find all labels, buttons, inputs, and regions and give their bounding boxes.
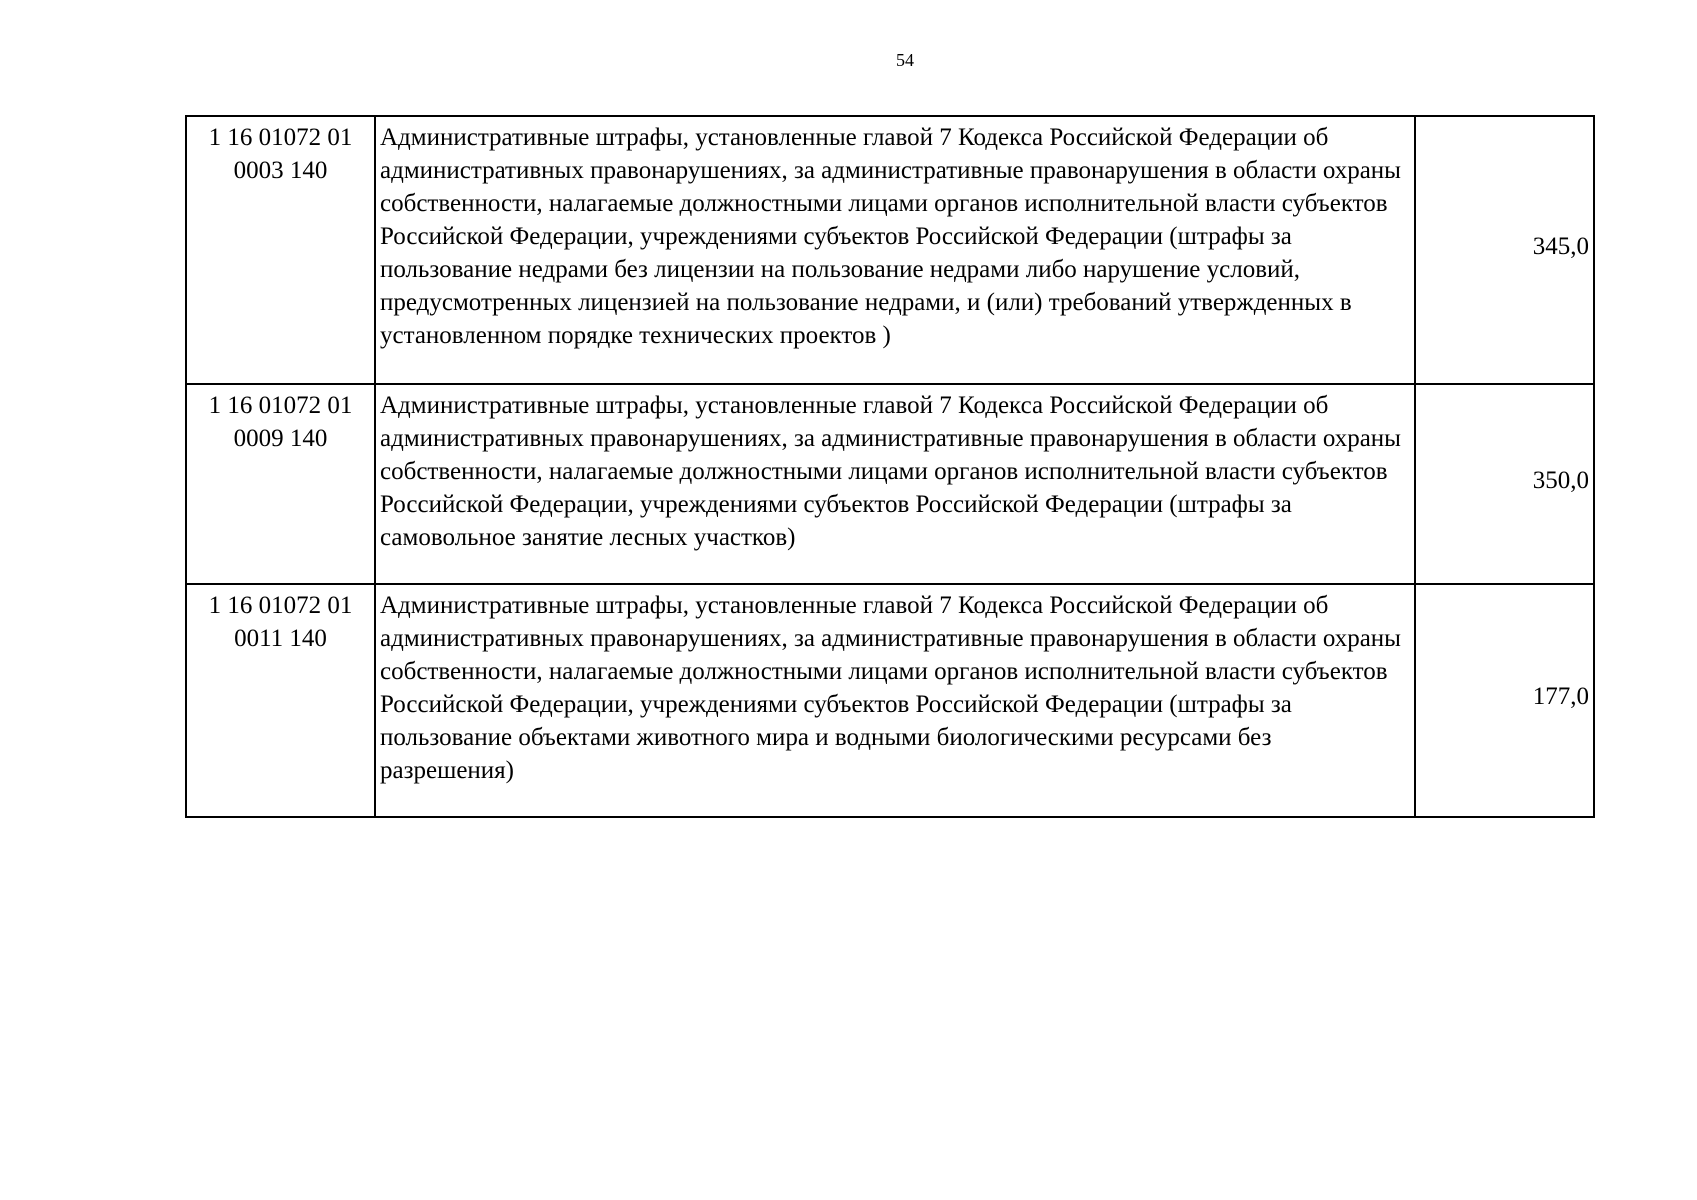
fines-table xyxy=(185,115,1595,818)
budget-code-line: 0009 140 xyxy=(233,425,328,452)
budget-code-line: 1 16 01072 01 xyxy=(208,392,353,419)
budget-code-cell xyxy=(186,384,375,584)
description-cell: Административные штрафы, установленные главой 7 Кодекса Российской Федерации об административных правонарушениях, за административные правонарушения в области охраны собственности, налагаемые должностными лицами органов исполнительной власти субъектов Российской Федерации, учреждениями субъектов Российской Федерации (штрафы за пользование объектами животного мира и водными биологическими ресурсами без разрешения) xyxy=(375,584,1415,817)
page-number: 54 xyxy=(896,50,914,70)
table-row xyxy=(186,116,1594,384)
description-cell: Административные штрафы, установленные главой 7 Кодекса Российской Федерации об административных правонарушениях, за административные правонарушения в области охраны собственности, налагаемые должностными лицами органов исполнительной власти субъектов Российской Федерации, учреждениями субъектов Российской Федерации (штрафы за пользование недрами без лицензии на пользование недрами либо нарушение условий, предусмотренных лицензией на пользование недрами, и (или) требований утвержденных в установленном порядке технических проектов ) xyxy=(375,116,1415,384)
budget-code-line: 1 16 01072 01 xyxy=(208,592,353,619)
budget-code-cell xyxy=(186,116,375,384)
budget-code-line: 1 16 01072 01 xyxy=(208,124,353,151)
budget-code-line: 0003 140 xyxy=(233,157,328,184)
amount-cell: 350,0 xyxy=(1415,384,1594,584)
amount-cell: 177,0 xyxy=(1415,584,1594,817)
table-row xyxy=(186,584,1594,817)
description-cell: Административные штрафы, установленные главой 7 Кодекса Российской Федерации об административных правонарушениях, за административные правонарушения в области охраны собственности, налагаемые должностными лицами органов исполнительной власти субъектов Российской Федерации, учреждениями субъектов Российской Федерации (штрафы за самовольное занятие лесных участков) xyxy=(375,384,1415,584)
budget-code-line: 0011 140 xyxy=(234,625,327,652)
amount-cell: 345,0 xyxy=(1415,116,1594,384)
budget-code-cell xyxy=(186,584,375,817)
table-row xyxy=(186,384,1594,584)
